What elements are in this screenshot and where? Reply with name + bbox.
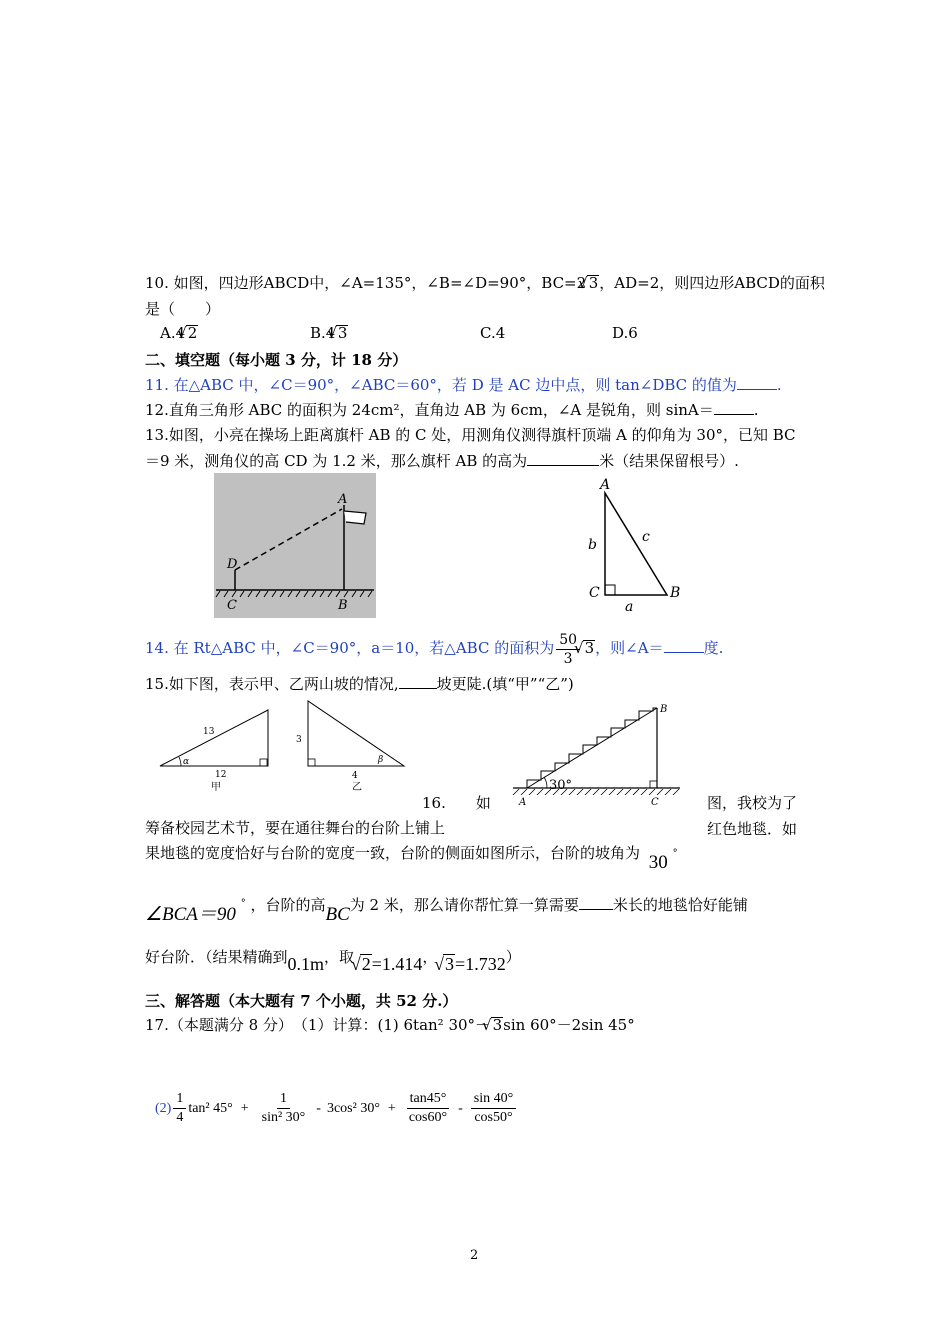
- name-jia: 甲: [211, 782, 221, 793]
- page-number: 2: [470, 1248, 479, 1263]
- label-b: B: [338, 598, 348, 613]
- label-c: C: [227, 598, 237, 613]
- figure-background: [214, 473, 376, 618]
- label-b: B: [660, 704, 668, 715]
- q14: 14. 在 Rt△ABC 中，∠C＝90°，a＝10，若△ABC 的面积为 $\frac{50}{3}$ √ 3，则∠A＝ 度.: [145, 630, 723, 668]
- label-side-b: b: [588, 537, 597, 553]
- flagpole-figure: [214, 473, 376, 618]
- q10-line2: 是（ ）: [145, 300, 221, 318]
- triangle-abc: [605, 493, 667, 595]
- q16-line2b: 红色地毯．如: [707, 820, 798, 838]
- q10-option-b: B.4√ 3: [310, 324, 348, 342]
- flag: [344, 511, 366, 524]
- section2-title: 二、填空题（每小题 3 分，计 18 分）: [145, 351, 408, 369]
- slope-angle-value: 30: [648, 852, 668, 873]
- angle-beta: β: [378, 755, 384, 765]
- q10-line1: 10. 如图，四边形ABCD中，∠A=135°，∠B=∠D=90°，BC=2√ 3，AD=2，则四边形ABCD的面积: [145, 273, 825, 293]
- label-a: A: [519, 797, 527, 808]
- right-triangle-figure: [584, 475, 694, 615]
- q16-line1b: 图，我校为了: [707, 794, 798, 812]
- angle-alpha: α: [183, 757, 190, 767]
- label-side-a: a: [625, 599, 634, 615]
- angle-bca: ∠BCA＝90: [145, 904, 236, 925]
- hyp-label: 13: [203, 727, 215, 737]
- q17-part2: (2) $\frac{1}{4}$ tan² 45° + $\frac{1}{\text{sin² 30°}}$ - 3cos² 30° + $\frac{\tan 45^\circ}{\cos 60^\circ}$ - $\frac{\sin 40^\circ}{\cos 50^\circ}$: [155, 1090, 518, 1127]
- q15: 15.如下图，表示甲、乙两山坡的情况, 坡更陡.(填“甲”“乙”): [145, 675, 574, 693]
- q13-line1: 13.如图，小亮在操场上距离旗杆 AB 的 C 处，用测角仪测得旗杆顶端 A 的仰角为 30°，已知 BC: [145, 426, 796, 444]
- slope-jia-figure: [155, 706, 270, 794]
- base-label: 4: [352, 771, 358, 781]
- q10-option-c: C.4: [480, 324, 506, 342]
- label-c: C: [651, 797, 659, 808]
- side-label: 3: [296, 735, 302, 745]
- label-c: C: [589, 585, 600, 601]
- q16-line4: ∠BCA＝90 ° ，台阶的高BC为 2 米，那么请你帮忙算一算需要 米长的地毯恰好能铺: [145, 896, 748, 925]
- label-d: D: [227, 557, 238, 572]
- q16-line5: 好台阶．（结果精确到0.1m，取 √ 2=1.414， √ 3=1.732）: [145, 943, 521, 970]
- right-angle-mark: [605, 585, 615, 595]
- stairs-figure: [505, 698, 685, 810]
- q13-line2: ＝9 米，测角仪的高 CD 为 1.2 米，那么旗杆 AB 的高为 米（结果保留根号）.: [145, 452, 739, 470]
- ground-hatch: [513, 789, 679, 795]
- name-yi: 乙: [352, 782, 362, 793]
- base-label: 12: [215, 770, 227, 780]
- triangle-jia: [160, 710, 268, 766]
- label-b: B: [670, 585, 681, 601]
- triangle-yi: [308, 701, 404, 766]
- label-side-c: c: [642, 529, 650, 545]
- section3-title: 三、解答题（本大题有 7 个小题，共 52 分.）: [145, 992, 458, 1010]
- q10-option-a: A.4√ 2: [160, 324, 198, 342]
- q12: 12.直角三角形 ABC 的面积为 24cm²，直角边 AB 为 6cm，∠A 是锐角，则 sinA＝ .: [145, 401, 759, 419]
- q16-line1a: 16. 如: [422, 794, 491, 812]
- q16-line3: 果地毯的宽度恰好与台阶的宽度一致，台阶的侧面如图所示，台阶的坡角为 30 °: [145, 844, 678, 873]
- angle-label: 30°: [549, 778, 573, 793]
- q10-option-d: D.6: [612, 324, 638, 342]
- slope-yi-figure: [292, 698, 410, 794]
- q11: 11. 在△ABC 中，∠C＝90°，∠ABC＝60°，若 D 是 AC 边中点，则 tan∠DBC 的值为 .: [145, 376, 782, 394]
- q17-part1: 17.（本题满分 8 分） （1）计算：(1) 6tan² 30°－√ 3sin 60°－2sin 45°: [145, 1015, 635, 1035]
- label-a: A: [600, 477, 611, 493]
- q16-line2a: 筹备校园艺术节，要在通往舞台的台阶上铺上: [145, 819, 446, 837]
- label-a: A: [338, 492, 348, 507]
